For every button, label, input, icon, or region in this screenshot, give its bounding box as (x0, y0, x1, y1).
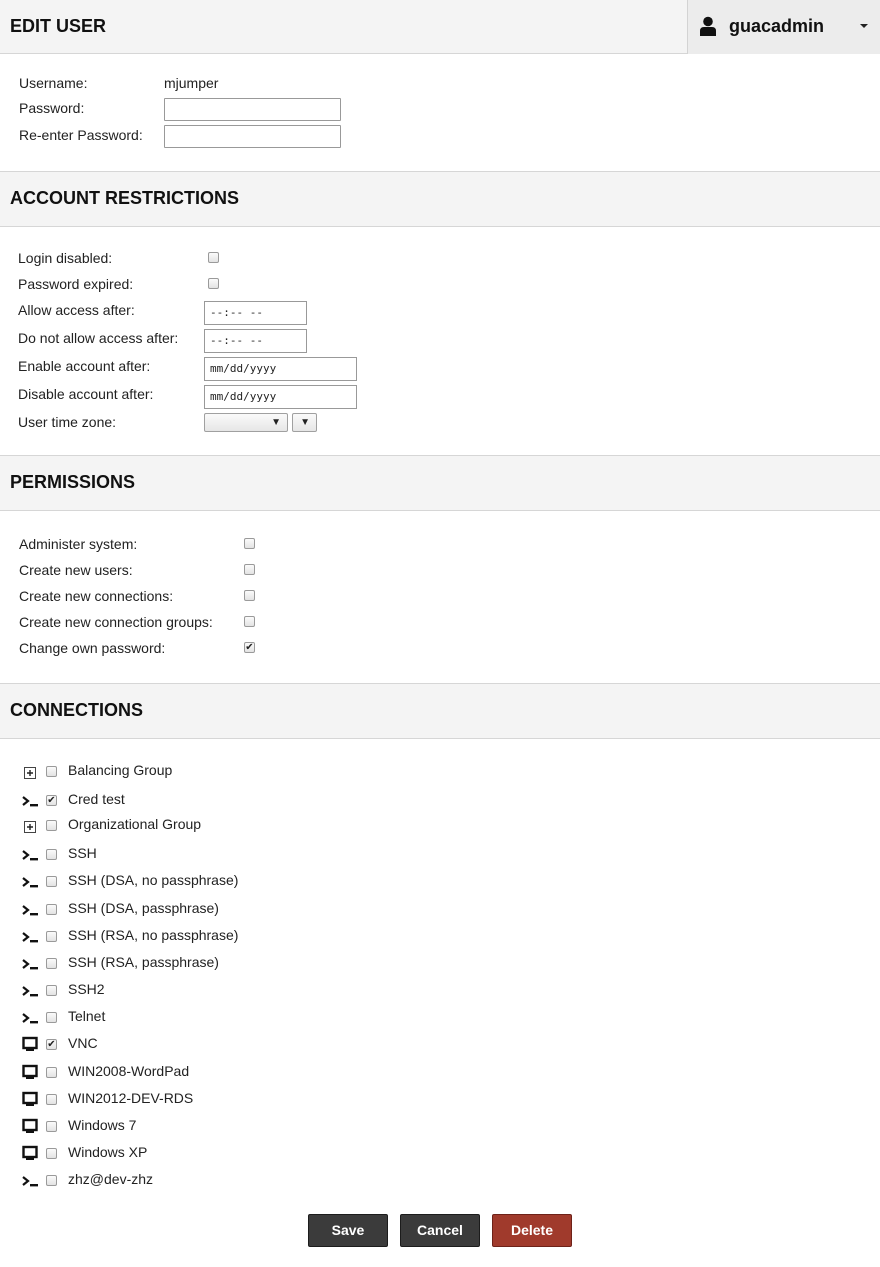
disable-account-after-input[interactable]: mm/dd/yyyy (204, 385, 357, 409)
terminal-icon (22, 928, 38, 944)
connection-label[interactable]: Windows 7 (68, 1117, 137, 1133)
terminal-icon (22, 901, 38, 917)
connection-label[interactable]: SSH (DSA, no passphrase) (68, 872, 239, 888)
terminal-icon (22, 792, 38, 808)
terminal-icon (22, 982, 38, 998)
password-expired-checkbox[interactable] (208, 278, 219, 289)
connection-label[interactable]: Organizational Group (68, 816, 202, 832)
permission-label: Change own password: (19, 640, 166, 656)
permission-label: Administer system: (19, 536, 138, 552)
account-restrictions-header (0, 171, 880, 227)
connection-checkbox[interactable] (46, 985, 57, 996)
terminal-icon (22, 955, 38, 971)
user-time-zone-label: User time zone: (18, 414, 117, 430)
cancel-button[interactable]: Cancel (400, 1214, 480, 1247)
permissions-title: PERMISSIONS (10, 472, 136, 492)
connection-checkbox[interactable]: ✔ (47, 1039, 56, 1050)
connection-checkbox[interactable] (46, 1094, 57, 1105)
connection-checkbox[interactable] (46, 904, 57, 915)
permissions-header (0, 455, 880, 511)
connection-label[interactable]: SSH (RSA, no passphrase) (68, 927, 239, 943)
connection-label[interactable]: Windows XP (68, 1144, 148, 1160)
reenter-password-field[interactable] (164, 125, 341, 148)
permission-checkbox[interactable] (244, 590, 255, 601)
delete-button[interactable]: Delete (492, 1214, 572, 1247)
terminal-icon (22, 1172, 38, 1188)
allow-access-after-label: Allow access after: (18, 302, 135, 318)
time-zone-select[interactable] (292, 413, 317, 432)
monitor-icon (22, 1145, 38, 1161)
connection-checkbox[interactable] (46, 876, 57, 887)
page-header (0, 0, 880, 54)
connection-label[interactable]: SSH (DSA, passphrase) (68, 900, 219, 916)
user-icon (700, 16, 716, 36)
reenter-password-label: Re-enter Password: (19, 127, 143, 143)
allow-access-after-input[interactable]: --:-- -- (204, 301, 307, 325)
user-menu-username: guacadmin (729, 16, 825, 36)
connection-label[interactable]: WIN2012-DEV-RDS (68, 1090, 194, 1106)
chevron-down-icon: ▼ (300, 417, 310, 428)
permission-label: Create new connections: (19, 588, 174, 604)
terminal-icon (22, 873, 38, 889)
connection-label[interactable]: VNC (68, 1035, 98, 1051)
chevron-down-icon: ▼ (271, 417, 281, 428)
terminal-icon (22, 1009, 38, 1025)
connection-label[interactable]: zhz@dev-zhz (68, 1171, 154, 1187)
permission-label: Create new users: (19, 562, 133, 578)
connection-checkbox[interactable] (46, 1067, 57, 1078)
connection-label[interactable]: SSH2 (68, 981, 105, 997)
monitor-icon (22, 1036, 38, 1052)
expand-icon[interactable] (22, 817, 38, 833)
monitor-icon (22, 1064, 38, 1080)
connection-label[interactable]: Cred test (68, 791, 125, 807)
connection-checkbox[interactable]: ✔ (47, 795, 56, 806)
connection-label[interactable]: WIN2008-WordPad (68, 1063, 190, 1079)
account-restrictions-title: ACCOUNT RESTRICTIONS (10, 188, 239, 208)
enable-account-after-input[interactable]: mm/dd/yyyy (204, 357, 357, 381)
connection-checkbox[interactable] (46, 1148, 57, 1159)
connection-label[interactable]: Telnet (68, 1008, 106, 1024)
terminal-icon (22, 846, 38, 862)
time-zone-region-select[interactable] (204, 413, 288, 432)
connection-checkbox[interactable] (46, 1121, 57, 1132)
disable-account-after-label: Disable account after: (18, 386, 154, 402)
password-expired-label: Password expired: (18, 276, 134, 292)
password-field[interactable] (164, 98, 341, 121)
connection-label[interactable]: Balancing Group (68, 762, 173, 778)
page-title: EDIT USER (10, 16, 107, 36)
deny-access-after-label: Do not allow access after: (18, 330, 179, 346)
connection-checkbox[interactable] (46, 1012, 57, 1023)
expand-icon[interactable] (22, 763, 38, 779)
user-menu[interactable] (687, 0, 880, 54)
permission-checkbox[interactable] (244, 538, 255, 549)
password-label: Password: (19, 100, 85, 116)
connection-checkbox[interactable] (46, 1175, 57, 1186)
username-value: mjumper (164, 75, 219, 91)
connection-checkbox[interactable] (46, 958, 57, 969)
login-disabled-checkbox[interactable] (208, 252, 219, 263)
permission-checkbox[interactable]: ✔ (245, 642, 254, 653)
connections-header (0, 683, 880, 739)
login-disabled-label: Login disabled: (18, 250, 113, 266)
permission-checkbox[interactable] (244, 564, 255, 575)
permission-checkbox[interactable] (244, 616, 255, 627)
chevron-down-icon (860, 24, 868, 28)
monitor-icon (22, 1091, 38, 1107)
connection-label[interactable]: SSH (RSA, passphrase) (68, 954, 219, 970)
connection-checkbox[interactable] (46, 820, 57, 831)
monitor-icon (22, 1118, 38, 1134)
deny-access-after-input[interactable]: --:-- -- (204, 329, 307, 353)
connection-checkbox[interactable] (46, 931, 57, 942)
enable-account-after-label: Enable account after: (18, 358, 151, 374)
permission-label: Create new connection groups: (19, 614, 213, 630)
connection-checkbox[interactable] (46, 766, 57, 777)
username-label: Username: (19, 75, 88, 91)
connection-label[interactable]: SSH (68, 845, 97, 861)
connections-title: CONNECTIONS (10, 700, 144, 720)
connection-checkbox[interactable] (46, 849, 57, 860)
save-button[interactable]: Save (308, 1214, 388, 1247)
